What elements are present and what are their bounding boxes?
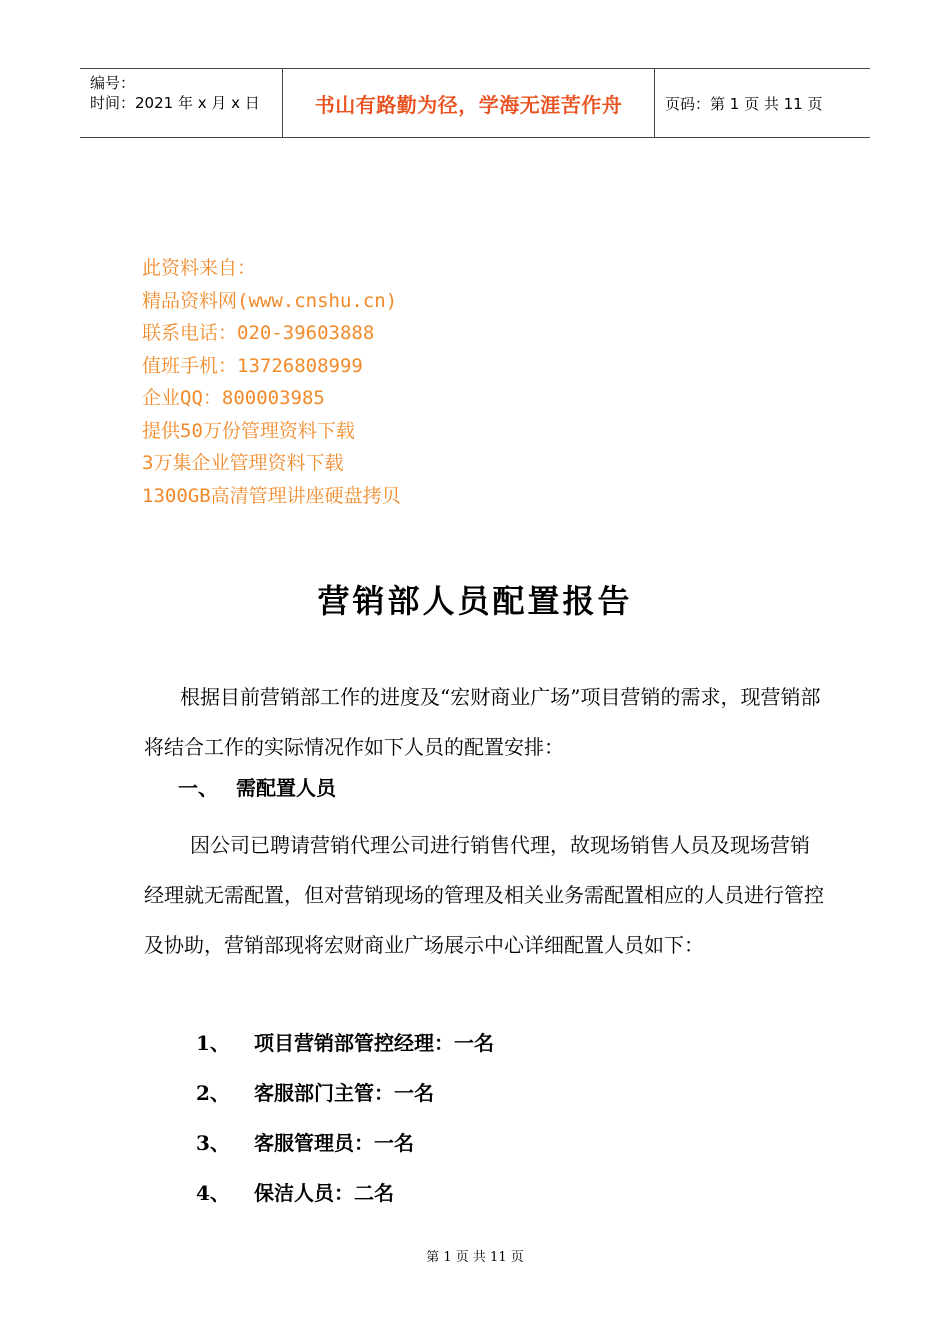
header-meta-cell	[80, 69, 282, 137]
promo-line: 3万集企业管理资料下载	[142, 452, 344, 474]
header-page-cell	[655, 69, 870, 137]
header-motto-cell	[282, 69, 655, 137]
list-item-text: 客服部门主管：一名	[254, 1081, 434, 1105]
header-table	[80, 68, 870, 138]
page-info: 页码：第 1 页 共 11 页	[665, 94, 823, 113]
promo-line: 企业QQ：800003985	[142, 387, 325, 409]
section-body-paragraph: 因公司已聘请营销代理公司进行销售代理，故现场销售人员及现场营销经理就无需配置，但对营销现场的管理及相关业务需配置相应的人员进行管控及协助，营销部现将宏财商业广场展示中心详细配置人员如下：	[144, 833, 824, 957]
motto-text: 书山有路勤为径，学海无涯苦作舟	[314, 92, 623, 117]
list-item-number: 1、	[196, 1031, 230, 1055]
promo-block	[142, 252, 401, 512]
section-title: 需配置人员	[236, 776, 336, 800]
list-item-number: 4、	[196, 1181, 230, 1205]
intro-paragraph: 根据目前营销部工作的进度及“宏财商业广场”项目营销的需求，现营销部将结合工作的实际情况作如下人员的配置安排：	[144, 685, 821, 759]
promo-line: 值班手机：13726808999	[142, 354, 363, 377]
promo-line: 提供50万份管理资料下载	[142, 419, 355, 442]
list-item	[196, 1118, 494, 1168]
section-heading	[178, 772, 336, 801]
list-item-number: 2、	[196, 1081, 230, 1105]
page-footer: 第 1 页 共 11 页	[426, 1250, 524, 1265]
staff-list	[196, 1018, 494, 1218]
list-item	[196, 1068, 494, 1118]
section-number: 一、	[178, 776, 218, 800]
list-item	[196, 1018, 494, 1068]
list-item-text: 保洁人员：二名	[254, 1181, 394, 1205]
promo-line: 精品资料网(www.cnshu.cn)	[142, 289, 398, 312]
promo-line: 此资料来自：	[142, 257, 257, 279]
time-label: 时间：2021 年 x 月 x 日	[90, 94, 260, 112]
list-item	[196, 1168, 494, 1218]
promo-line: 1300GB高清管理讲座硬盘拷贝	[142, 484, 401, 507]
list-item-text: 项目营销部管控经理：一名	[254, 1031, 494, 1055]
document-title: 营销部人员配置报告	[317, 582, 633, 620]
list-item-number: 3、	[196, 1131, 230, 1155]
number-label: 编号：	[90, 74, 136, 92]
list-item-text: 客服管理员：一名	[254, 1131, 414, 1155]
promo-line: 联系电话：020-39603888	[142, 322, 375, 344]
